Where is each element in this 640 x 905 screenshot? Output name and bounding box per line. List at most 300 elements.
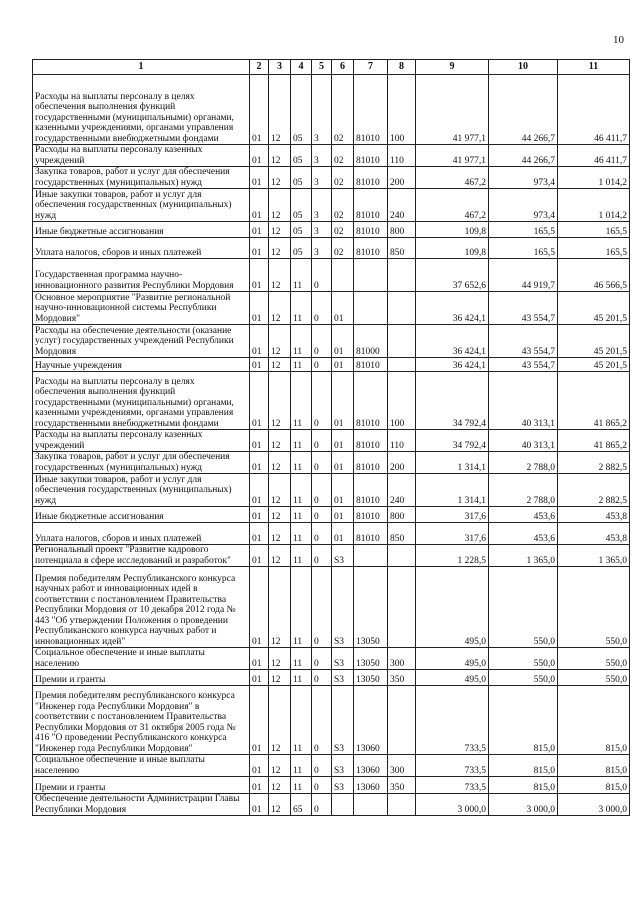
- amount-year-3: 41 865,2: [558, 430, 630, 452]
- amount-year-2: 550,0: [489, 670, 558, 686]
- program-code: 11: [291, 474, 312, 507]
- direction-code: 13050: [354, 670, 388, 686]
- section-code: 01: [250, 686, 269, 755]
- table-row: [33, 523, 630, 545]
- section-code: 01: [250, 755, 269, 777]
- program-code: 11: [291, 567, 312, 648]
- measure-code: 01: [332, 372, 354, 430]
- subprogram-code: 0: [312, 567, 332, 648]
- subsection-code: 12: [269, 145, 291, 167]
- table-body: [33, 75, 630, 816]
- table-row: [33, 507, 630, 523]
- table-row: [33, 430, 630, 452]
- program-code: 65: [291, 794, 312, 816]
- section-code: 01: [250, 189, 269, 222]
- subsection-code: 12: [269, 648, 291, 670]
- section-code: 01: [250, 372, 269, 430]
- amount-year-1: 1 228,5: [416, 545, 489, 567]
- table-row: [33, 189, 630, 222]
- item-name: Расходы на выплаты персоналу в целях обеспечения выполнения функций государственными (муниципальными) органами, казенными учреждениями, органами управления государственными внебюджетными фондами: [33, 372, 250, 430]
- amount-year-1: 34 792,4: [416, 372, 489, 430]
- table-row: [33, 648, 630, 670]
- subsection-code: 12: [269, 222, 291, 238]
- table-row: [33, 325, 630, 358]
- amount-year-1: 467,2: [416, 189, 489, 222]
- amount-year-3: 45 201,5: [558, 325, 630, 358]
- expense-type-code: 350: [388, 670, 416, 686]
- measure-code: S3: [332, 755, 354, 777]
- section-code: 01: [250, 523, 269, 545]
- program-code: 05: [291, 189, 312, 222]
- expense-type-code: [388, 358, 416, 372]
- item-name: Иные закупки товаров, работ и услуг для обеспечения государственных (муниципальных) нужд: [33, 474, 250, 507]
- table-row: [33, 75, 630, 145]
- expense-type-code: 850: [388, 238, 416, 259]
- amount-year-1: 41 977,1: [416, 75, 489, 145]
- amount-year-3: 165,5: [558, 222, 630, 238]
- section-code: 01: [250, 238, 269, 259]
- section-code: 01: [250, 452, 269, 474]
- amount-year-1: 41 977,1: [416, 145, 489, 167]
- amount-year-2: 815,0: [489, 755, 558, 777]
- section-code: 01: [250, 794, 269, 816]
- amount-year-3: 41 865,2: [558, 372, 630, 430]
- section-code: 01: [250, 222, 269, 238]
- direction-code: 81010: [354, 474, 388, 507]
- subprogram-code: 0: [312, 670, 332, 686]
- direction-code: 13050: [354, 567, 388, 648]
- measure-code: 01: [332, 523, 354, 545]
- amount-year-3: 453,8: [558, 507, 630, 523]
- program-code: 11: [291, 292, 312, 325]
- measure-code: 01: [332, 452, 354, 474]
- table-row: [33, 545, 630, 567]
- table-row: [33, 145, 630, 167]
- item-name: Научные учреждения: [33, 358, 250, 372]
- program-code: 11: [291, 648, 312, 670]
- item-name: Социальное обеспечение и иные выплаты населению: [33, 648, 250, 670]
- subprogram-code: 0: [312, 430, 332, 452]
- program-code: 11: [291, 686, 312, 755]
- budget-table: [32, 59, 630, 816]
- table-row: [33, 474, 630, 507]
- subprogram-code: 0: [312, 474, 332, 507]
- amount-year-3: 2 882,5: [558, 452, 630, 474]
- measure-code: S3: [332, 777, 354, 794]
- program-code: 11: [291, 452, 312, 474]
- section-code: 01: [250, 545, 269, 567]
- direction-code: 13060: [354, 686, 388, 755]
- amount-year-1: 733,5: [416, 686, 489, 755]
- item-name: Расходы на выплаты персоналу казенных учреждений: [33, 430, 250, 452]
- subsection-code: 12: [269, 167, 291, 189]
- expense-type-code: [388, 259, 416, 292]
- amount-year-2: 550,0: [489, 648, 558, 670]
- amount-year-2: 973,4: [489, 189, 558, 222]
- direction-code: 81010: [354, 238, 388, 259]
- measure-code: 02: [332, 167, 354, 189]
- amount-year-3: 2 882,5: [558, 474, 630, 507]
- table-row: [33, 755, 630, 777]
- program-code: 11: [291, 545, 312, 567]
- direction-code: 81010: [354, 372, 388, 430]
- measure-code: [332, 794, 354, 816]
- measure-code: 01: [332, 507, 354, 523]
- amount-year-3: 46 566,5: [558, 259, 630, 292]
- table-row: [33, 567, 630, 648]
- amount-year-2: 453,6: [489, 507, 558, 523]
- subsection-code: 12: [269, 794, 291, 816]
- amount-year-1: 34 792,4: [416, 430, 489, 452]
- subprogram-code: 0: [312, 545, 332, 567]
- expense-type-code: 800: [388, 222, 416, 238]
- direction-code: 13060: [354, 777, 388, 794]
- amount-year-2: 40 313,1: [489, 372, 558, 430]
- amount-year-3: 46 411,7: [558, 145, 630, 167]
- subsection-code: 12: [269, 755, 291, 777]
- amount-year-2: 973,4: [489, 167, 558, 189]
- subprogram-code: 0: [312, 372, 332, 430]
- section-code: 01: [250, 167, 269, 189]
- subsection-code: 12: [269, 686, 291, 755]
- direction-code: 81010: [354, 452, 388, 474]
- direction-code: 81010: [354, 507, 388, 523]
- header-row: [33, 60, 630, 75]
- subprogram-code: 3: [312, 145, 332, 167]
- item-name: Премия победителям Республиканского конкурса научных работ и инновационных идей в соответствии с постановлением Правительства Республики Мордовия от 10 декабря 2012 года № 443 "Об утверждении Положения о проведении Республиканского конкурса научных работ и инновационных идей": [33, 567, 250, 648]
- item-name: Уплата налогов, сборов и иных платежей: [33, 523, 250, 545]
- expense-type-code: 850: [388, 523, 416, 545]
- direction-code: 81010: [354, 75, 388, 145]
- subprogram-code: 0: [312, 523, 332, 545]
- amount-year-2: 550,0: [489, 567, 558, 648]
- direction-code: [354, 259, 388, 292]
- section-code: 01: [250, 670, 269, 686]
- expense-type-code: 300: [388, 648, 416, 670]
- expense-type-code: 240: [388, 474, 416, 507]
- direction-code: 81010: [354, 523, 388, 545]
- amount-year-2: 2 788,0: [489, 452, 558, 474]
- section-code: 01: [250, 358, 269, 372]
- subsection-code: 12: [269, 189, 291, 222]
- amount-year-1: 109,8: [416, 238, 489, 259]
- table-row: [33, 358, 630, 372]
- expense-type-code: 200: [388, 452, 416, 474]
- program-code: 11: [291, 777, 312, 794]
- subsection-code: 12: [269, 372, 291, 430]
- section-code: 01: [250, 259, 269, 292]
- expense-type-code: [388, 686, 416, 755]
- subprogram-code: 0: [312, 648, 332, 670]
- subprogram-code: 0: [312, 325, 332, 358]
- program-code: 11: [291, 430, 312, 452]
- section-code: 01: [250, 648, 269, 670]
- program-code: 11: [291, 325, 312, 358]
- program-code: 11: [291, 358, 312, 372]
- column-header: 1: [33, 60, 250, 75]
- item-name: Региональный проект "Развитие кадрового потенциала в сфере исследований и разработок": [33, 545, 250, 567]
- subsection-code: 12: [269, 325, 291, 358]
- subprogram-code: 3: [312, 189, 332, 222]
- measure-code: S3: [332, 648, 354, 670]
- expense-type-code: [388, 794, 416, 816]
- subprogram-code: 0: [312, 452, 332, 474]
- measure-code: 02: [332, 145, 354, 167]
- subprogram-code: 3: [312, 167, 332, 189]
- subsection-code: 12: [269, 75, 291, 145]
- amount-year-2: 815,0: [489, 686, 558, 755]
- table-row: [33, 452, 630, 474]
- measure-code: [332, 259, 354, 292]
- amount-year-3: 1 365,0: [558, 545, 630, 567]
- measure-code: S3: [332, 670, 354, 686]
- section-code: 01: [250, 474, 269, 507]
- amount-year-1: 109,8: [416, 222, 489, 238]
- expense-type-code: [388, 567, 416, 648]
- measure-code: 01: [332, 358, 354, 372]
- amount-year-3: 550,0: [558, 567, 630, 648]
- table-row: [33, 259, 630, 292]
- item-name: Расходы на обеспечение деятельности (оказание услуг) государственных учреждений Республики Мордовия: [33, 325, 250, 358]
- amount-year-1: 495,0: [416, 567, 489, 648]
- amount-year-2: 453,6: [489, 523, 558, 545]
- column-header: 9: [416, 60, 489, 75]
- column-header: 2: [250, 60, 269, 75]
- item-name: Социальное обеспечение и иные выплаты населению: [33, 755, 250, 777]
- program-code: 11: [291, 523, 312, 545]
- column-header: 10: [489, 60, 558, 75]
- measure-code: S3: [332, 545, 354, 567]
- direction-code: 81010: [354, 358, 388, 372]
- measure-code: S3: [332, 686, 354, 755]
- table-row: [33, 794, 630, 816]
- subprogram-code: 0: [312, 358, 332, 372]
- item-name: Расходы на выплаты персоналу казенных учреждений: [33, 145, 250, 167]
- program-code: 05: [291, 167, 312, 189]
- amount-year-1: 467,2: [416, 167, 489, 189]
- measure-code: S3: [332, 567, 354, 648]
- amount-year-3: 1 014,2: [558, 189, 630, 222]
- program-code: 11: [291, 372, 312, 430]
- subprogram-code: 3: [312, 238, 332, 259]
- amount-year-3: 1 014,2: [558, 167, 630, 189]
- direction-code: 81000: [354, 325, 388, 358]
- amount-year-1: 1 314,1: [416, 452, 489, 474]
- item-name: Иные бюджетные ассигнования: [33, 222, 250, 238]
- subprogram-code: 0: [312, 292, 332, 325]
- section-code: 01: [250, 292, 269, 325]
- amount-year-3: 3 000,0: [558, 794, 630, 816]
- item-name: Уплата налогов, сборов и иных платежей: [33, 238, 250, 259]
- column-header: 5: [312, 60, 332, 75]
- subsection-code: 12: [269, 545, 291, 567]
- column-header: 6: [332, 60, 354, 75]
- amount-year-1: 733,5: [416, 777, 489, 794]
- amount-year-3: 815,0: [558, 755, 630, 777]
- subsection-code: 12: [269, 523, 291, 545]
- expense-type-code: 100: [388, 372, 416, 430]
- program-code: 05: [291, 145, 312, 167]
- amount-year-3: 815,0: [558, 777, 630, 794]
- amount-year-1: 317,6: [416, 507, 489, 523]
- measure-code: 02: [332, 189, 354, 222]
- amount-year-3: 815,0: [558, 686, 630, 755]
- item-name: Иные закупки товаров, работ и услуг для обеспечения государственных (муниципальных) нужд: [33, 189, 250, 222]
- subprogram-code: 3: [312, 75, 332, 145]
- subsection-code: 12: [269, 238, 291, 259]
- amount-year-2: 165,5: [489, 238, 558, 259]
- subprogram-code: 0: [312, 686, 332, 755]
- section-code: 01: [250, 325, 269, 358]
- table-row: [33, 292, 630, 325]
- subprogram-code: 0: [312, 259, 332, 292]
- table-row: [33, 686, 630, 755]
- table-row: [33, 670, 630, 686]
- column-header: 11: [558, 60, 630, 75]
- amount-year-1: 317,6: [416, 523, 489, 545]
- item-name: Обеспечение деятельности Администрации Главы Республики Мордовия: [33, 794, 250, 816]
- amount-year-2: 815,0: [489, 777, 558, 794]
- item-name: Государственная программа научно-инновационного развития Республики Мордовия: [33, 259, 250, 292]
- expense-type-code: 300: [388, 755, 416, 777]
- amount-year-1: 3 000,0: [416, 794, 489, 816]
- subsection-code: 12: [269, 777, 291, 794]
- amount-year-2: 44 919,7: [489, 259, 558, 292]
- program-code: 05: [291, 75, 312, 145]
- item-name: Иные бюджетные ассигнования: [33, 507, 250, 523]
- item-name: Премии и гранты: [33, 777, 250, 794]
- table-row: [33, 238, 630, 259]
- direction-code: 81010: [354, 430, 388, 452]
- amount-year-1: 733,5: [416, 755, 489, 777]
- program-code: 05: [291, 238, 312, 259]
- expense-type-code: 110: [388, 145, 416, 167]
- amount-year-1: 36 424,1: [416, 358, 489, 372]
- amount-year-1: 495,0: [416, 670, 489, 686]
- item-name: Премия победителям республиканского конкурса "Инженер года Республики Мордовия" в соответствии с постановлением Правительства Республики Мордовия от 31 октября 2005 года № 416 "О проведении Республиканского конкурса "Инженер года Республики Мордовия": [33, 686, 250, 755]
- expense-type-code: 100: [388, 75, 416, 145]
- amount-year-3: 550,0: [558, 648, 630, 670]
- amount-year-3: 45 201,5: [558, 358, 630, 372]
- program-code: 11: [291, 259, 312, 292]
- section-code: 01: [250, 567, 269, 648]
- section-code: 01: [250, 507, 269, 523]
- item-name: Закупка товаров, работ и услуг для обеспечения государственных (муниципальных) нужд: [33, 452, 250, 474]
- expense-type-code: 200: [388, 167, 416, 189]
- amount-year-2: 44 266,7: [489, 75, 558, 145]
- amount-year-2: 43 554,7: [489, 358, 558, 372]
- subsection-code: 12: [269, 567, 291, 648]
- item-name: Закупка товаров, работ и услуг для обеспечения государственных (муниципальных) нужд: [33, 167, 250, 189]
- subsection-code: 12: [269, 430, 291, 452]
- measure-code: 02: [332, 75, 354, 145]
- expense-type-code: 110: [388, 430, 416, 452]
- program-code: 11: [291, 507, 312, 523]
- direction-code: [354, 794, 388, 816]
- subsection-code: 12: [269, 670, 291, 686]
- subprogram-code: 0: [312, 794, 332, 816]
- program-code: 05: [291, 222, 312, 238]
- section-code: 01: [250, 430, 269, 452]
- subsection-code: 12: [269, 259, 291, 292]
- amount-year-3: 165,5: [558, 238, 630, 259]
- subprogram-code: 0: [312, 755, 332, 777]
- amount-year-2: 43 554,7: [489, 292, 558, 325]
- column-header: 7: [354, 60, 388, 75]
- subsection-code: 12: [269, 452, 291, 474]
- program-code: 11: [291, 670, 312, 686]
- amount-year-1: 1 314,1: [416, 474, 489, 507]
- subprogram-code: 0: [312, 777, 332, 794]
- expense-type-code: 350: [388, 777, 416, 794]
- column-header: 4: [291, 60, 312, 75]
- item-name: Расходы на выплаты персоналу в целях обеспечения выполнения функций государственными (муниципальными) органами, казенными учреждениями, органами управления государственными внебюджетными фондами: [33, 75, 250, 145]
- measure-code: 02: [332, 238, 354, 259]
- column-header: 3: [269, 60, 291, 75]
- amount-year-1: 495,0: [416, 648, 489, 670]
- expense-type-code: [388, 545, 416, 567]
- table-row: [33, 167, 630, 189]
- direction-code: [354, 545, 388, 567]
- direction-code: 81010: [354, 167, 388, 189]
- column-header: 8: [388, 60, 416, 75]
- amount-year-3: 45 201,5: [558, 292, 630, 325]
- amount-year-1: 36 424,1: [416, 292, 489, 325]
- amount-year-3: 453,8: [558, 523, 630, 545]
- amount-year-2: 40 313,1: [489, 430, 558, 452]
- direction-code: 13050: [354, 648, 388, 670]
- measure-code: 02: [332, 222, 354, 238]
- subsection-code: 12: [269, 474, 291, 507]
- item-name: Премии и гранты: [33, 670, 250, 686]
- table-row: [33, 222, 630, 238]
- expense-type-code: [388, 292, 416, 325]
- item-name: Основное мероприятие "Развитие региональной научно-инновационной системы Республики Мордовия": [33, 292, 250, 325]
- direction-code: 81010: [354, 145, 388, 167]
- measure-code: 01: [332, 325, 354, 358]
- page-number: 10: [613, 34, 624, 46]
- table-row: [33, 372, 630, 430]
- amount-year-2: 3 000,0: [489, 794, 558, 816]
- amount-year-3: 46 411,7: [558, 75, 630, 145]
- amount-year-2: 43 554,7: [489, 325, 558, 358]
- subsection-code: 12: [269, 358, 291, 372]
- direction-code: [354, 292, 388, 325]
- subsection-code: 12: [269, 507, 291, 523]
- amount-year-1: 36 424,1: [416, 325, 489, 358]
- amount-year-2: 165,5: [489, 222, 558, 238]
- amount-year-3: 550,0: [558, 670, 630, 686]
- amount-year-1: 37 652,6: [416, 259, 489, 292]
- subsection-code: 12: [269, 292, 291, 325]
- section-code: 01: [250, 75, 269, 145]
- expense-type-code: [388, 325, 416, 358]
- expense-type-code: 800: [388, 507, 416, 523]
- measure-code: 01: [332, 292, 354, 325]
- subprogram-code: 0: [312, 507, 332, 523]
- section-code: 01: [250, 145, 269, 167]
- section-code: 01: [250, 777, 269, 794]
- amount-year-2: 1 365,0: [489, 545, 558, 567]
- subprogram-code: 3: [312, 222, 332, 238]
- expense-type-code: 240: [388, 189, 416, 222]
- measure-code: 01: [332, 474, 354, 507]
- direction-code: 81010: [354, 222, 388, 238]
- measure-code: 01: [332, 430, 354, 452]
- amount-year-2: 2 788,0: [489, 474, 558, 507]
- amount-year-2: 44 266,7: [489, 145, 558, 167]
- direction-code: 13060: [354, 755, 388, 777]
